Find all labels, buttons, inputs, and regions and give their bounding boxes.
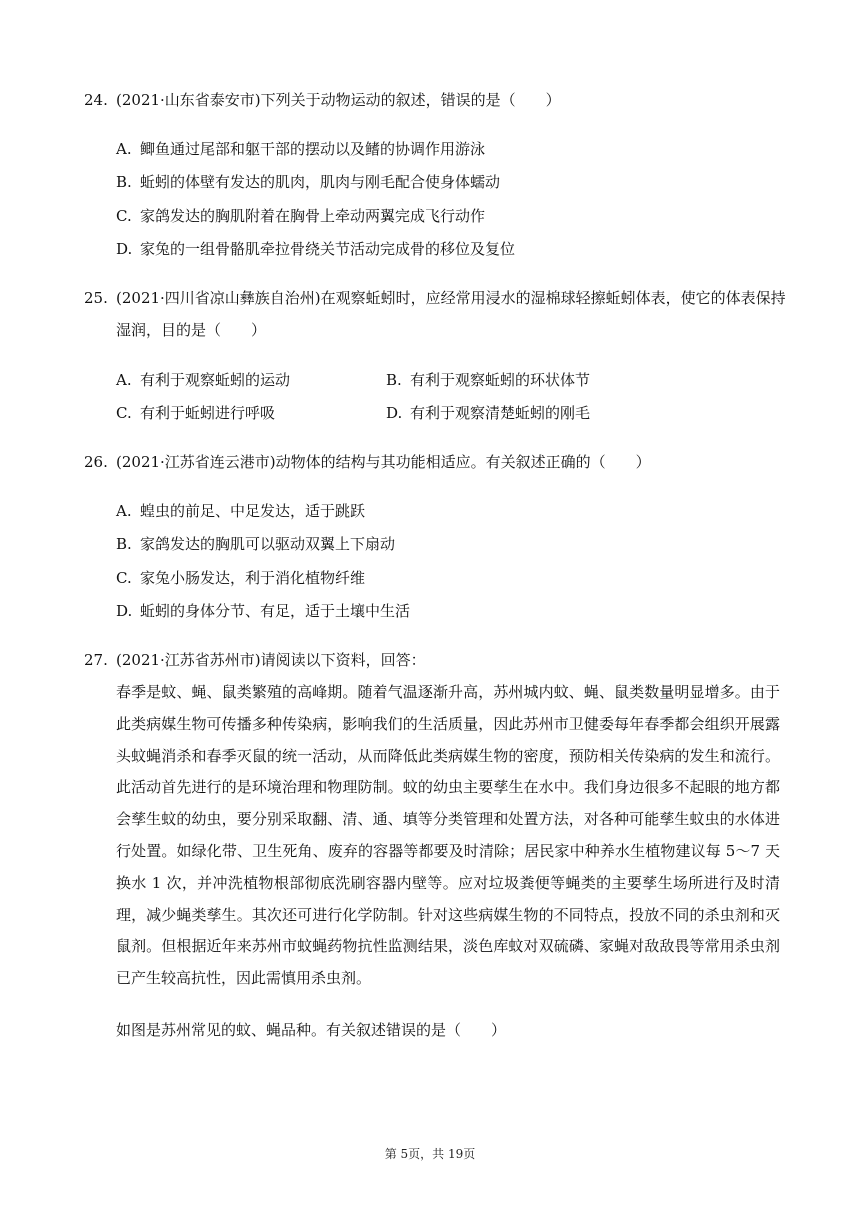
question-24-option-a: A. 鲫鱼通过尾部和躯干部的摆动以及鳍的协调作用游泳: [116, 140, 486, 158]
question-25-stem-line2: 湿润，目的是（ ）: [116, 321, 267, 339]
question-text: (2021·江苏省连云港市)动物体的结构与其功能相适应。有关叙述正确的（ ）: [116, 453, 651, 471]
question-25-option-a: A. 有利于观察蚯蚓的运动: [116, 371, 291, 389]
question-27-stem: [84, 650, 426, 670]
question-25-stem-line1: [84, 288, 786, 308]
question-27-prompt: 如图是苏州常见的蚊、蝇品种。有关叙述错误的是（ ）: [116, 1021, 507, 1039]
question-26-option-a: A. 蝗虫的前足、中足发达，适于跳跃: [116, 502, 366, 520]
question-number: 27.: [84, 651, 108, 669]
question-25-option-b: B. 有利于观察蚯蚓的环状体节: [386, 371, 591, 389]
question-24-option-c: C. 家鸽发达的胸肌附着在胸骨上牵动两翼完成飞行动作: [116, 207, 486, 225]
question-26-option-d: D. 蚯蚓的身体分节、有足，适于土壤中生活: [116, 602, 411, 620]
question-24-option-d: D. 家兔的一组骨骼肌牵拉骨绕关节活动完成骨的移位及复位: [116, 240, 516, 258]
question-24-stem: [84, 90, 561, 110]
question-text: (2021·江苏省苏州市)请阅读以下资料，回答：: [116, 651, 426, 669]
question-text: (2021·山东省泰安市)下列关于动物运动的叙述，错误的是（ ）: [116, 91, 561, 109]
question-number: 25.: [84, 289, 108, 307]
question-26-option-b: B. 家鸽发达的胸肌可以驱动双翼上下扇动: [116, 535, 396, 553]
question-number: 26.: [84, 453, 108, 471]
question-26-option-c: C. 家兔小肠发达，利于消化植物纤维: [116, 569, 366, 587]
question-text: (2021·四川省凉山彝族自治州)在观察蚯蚓时，应经常用浸水的湿棉球轻擦蚯蚓体表，使它的体表保持: [116, 289, 786, 307]
question-27-passage: 春季是蚊、蝇、鼠类繁殖的高峰期。随着气温逐渐升高，苏州城内蚊、蝇、鼠类数量明显增多。由于此类病媒生物可传播多种传染病，影响我们的生活质量，因此苏州市卫健委每年春季都会组织开展露头蚊蝇消杀和春季灭鼠的统一活动，从而降低此类病媒生物的密度，预防相关传染病的发生和流行。此活动首先进行的是环境治理和物理防制。蚊的幼虫主要孳生在水中。我们身边很多不起眼的地方都会孳生蚊的幼虫，要分别采取翻、清、通、填等分类管理和处置方法，对各种可能孳生蚊虫的水体进行处置。如绿化带、卫生死角、废弃的容器等都要及时清除；居民家中种养水生植物建议每 5～7 天换水 1 次，并冲洗植物根部彻底洗刷容器内壁等。应对垃圾粪便等蝇类的主要孳生场所进行及时清理，减少蝇类孳生。其次还可进行化学防制。针对这些病媒生物的不同特点，投放不同的杀虫剂和灭鼠剂。但根据近年来苏州市蚊蝇药物抗性监测结果，淡色库蚊对双硫磷、家蝇对敌敌畏等常用杀虫剂已产生较高抗性，因此需慎用杀虫剂。: [116, 683, 780, 988]
question-25-option-d: D. 有利于观察清楚蚯蚓的刚毛: [386, 404, 591, 422]
page-footer: 第 5页，共 19页: [384, 1147, 476, 1161]
question-24-option-b: B. 蚯蚓的体壁有发达的肌肉，肌肉与刚毛配合使身体蠕动: [116, 173, 501, 191]
question-26-stem: [84, 452, 651, 472]
question-number: 24.: [84, 91, 108, 109]
question-25-option-c: C. 有利于蚯蚓进行呼吸: [116, 404, 276, 422]
